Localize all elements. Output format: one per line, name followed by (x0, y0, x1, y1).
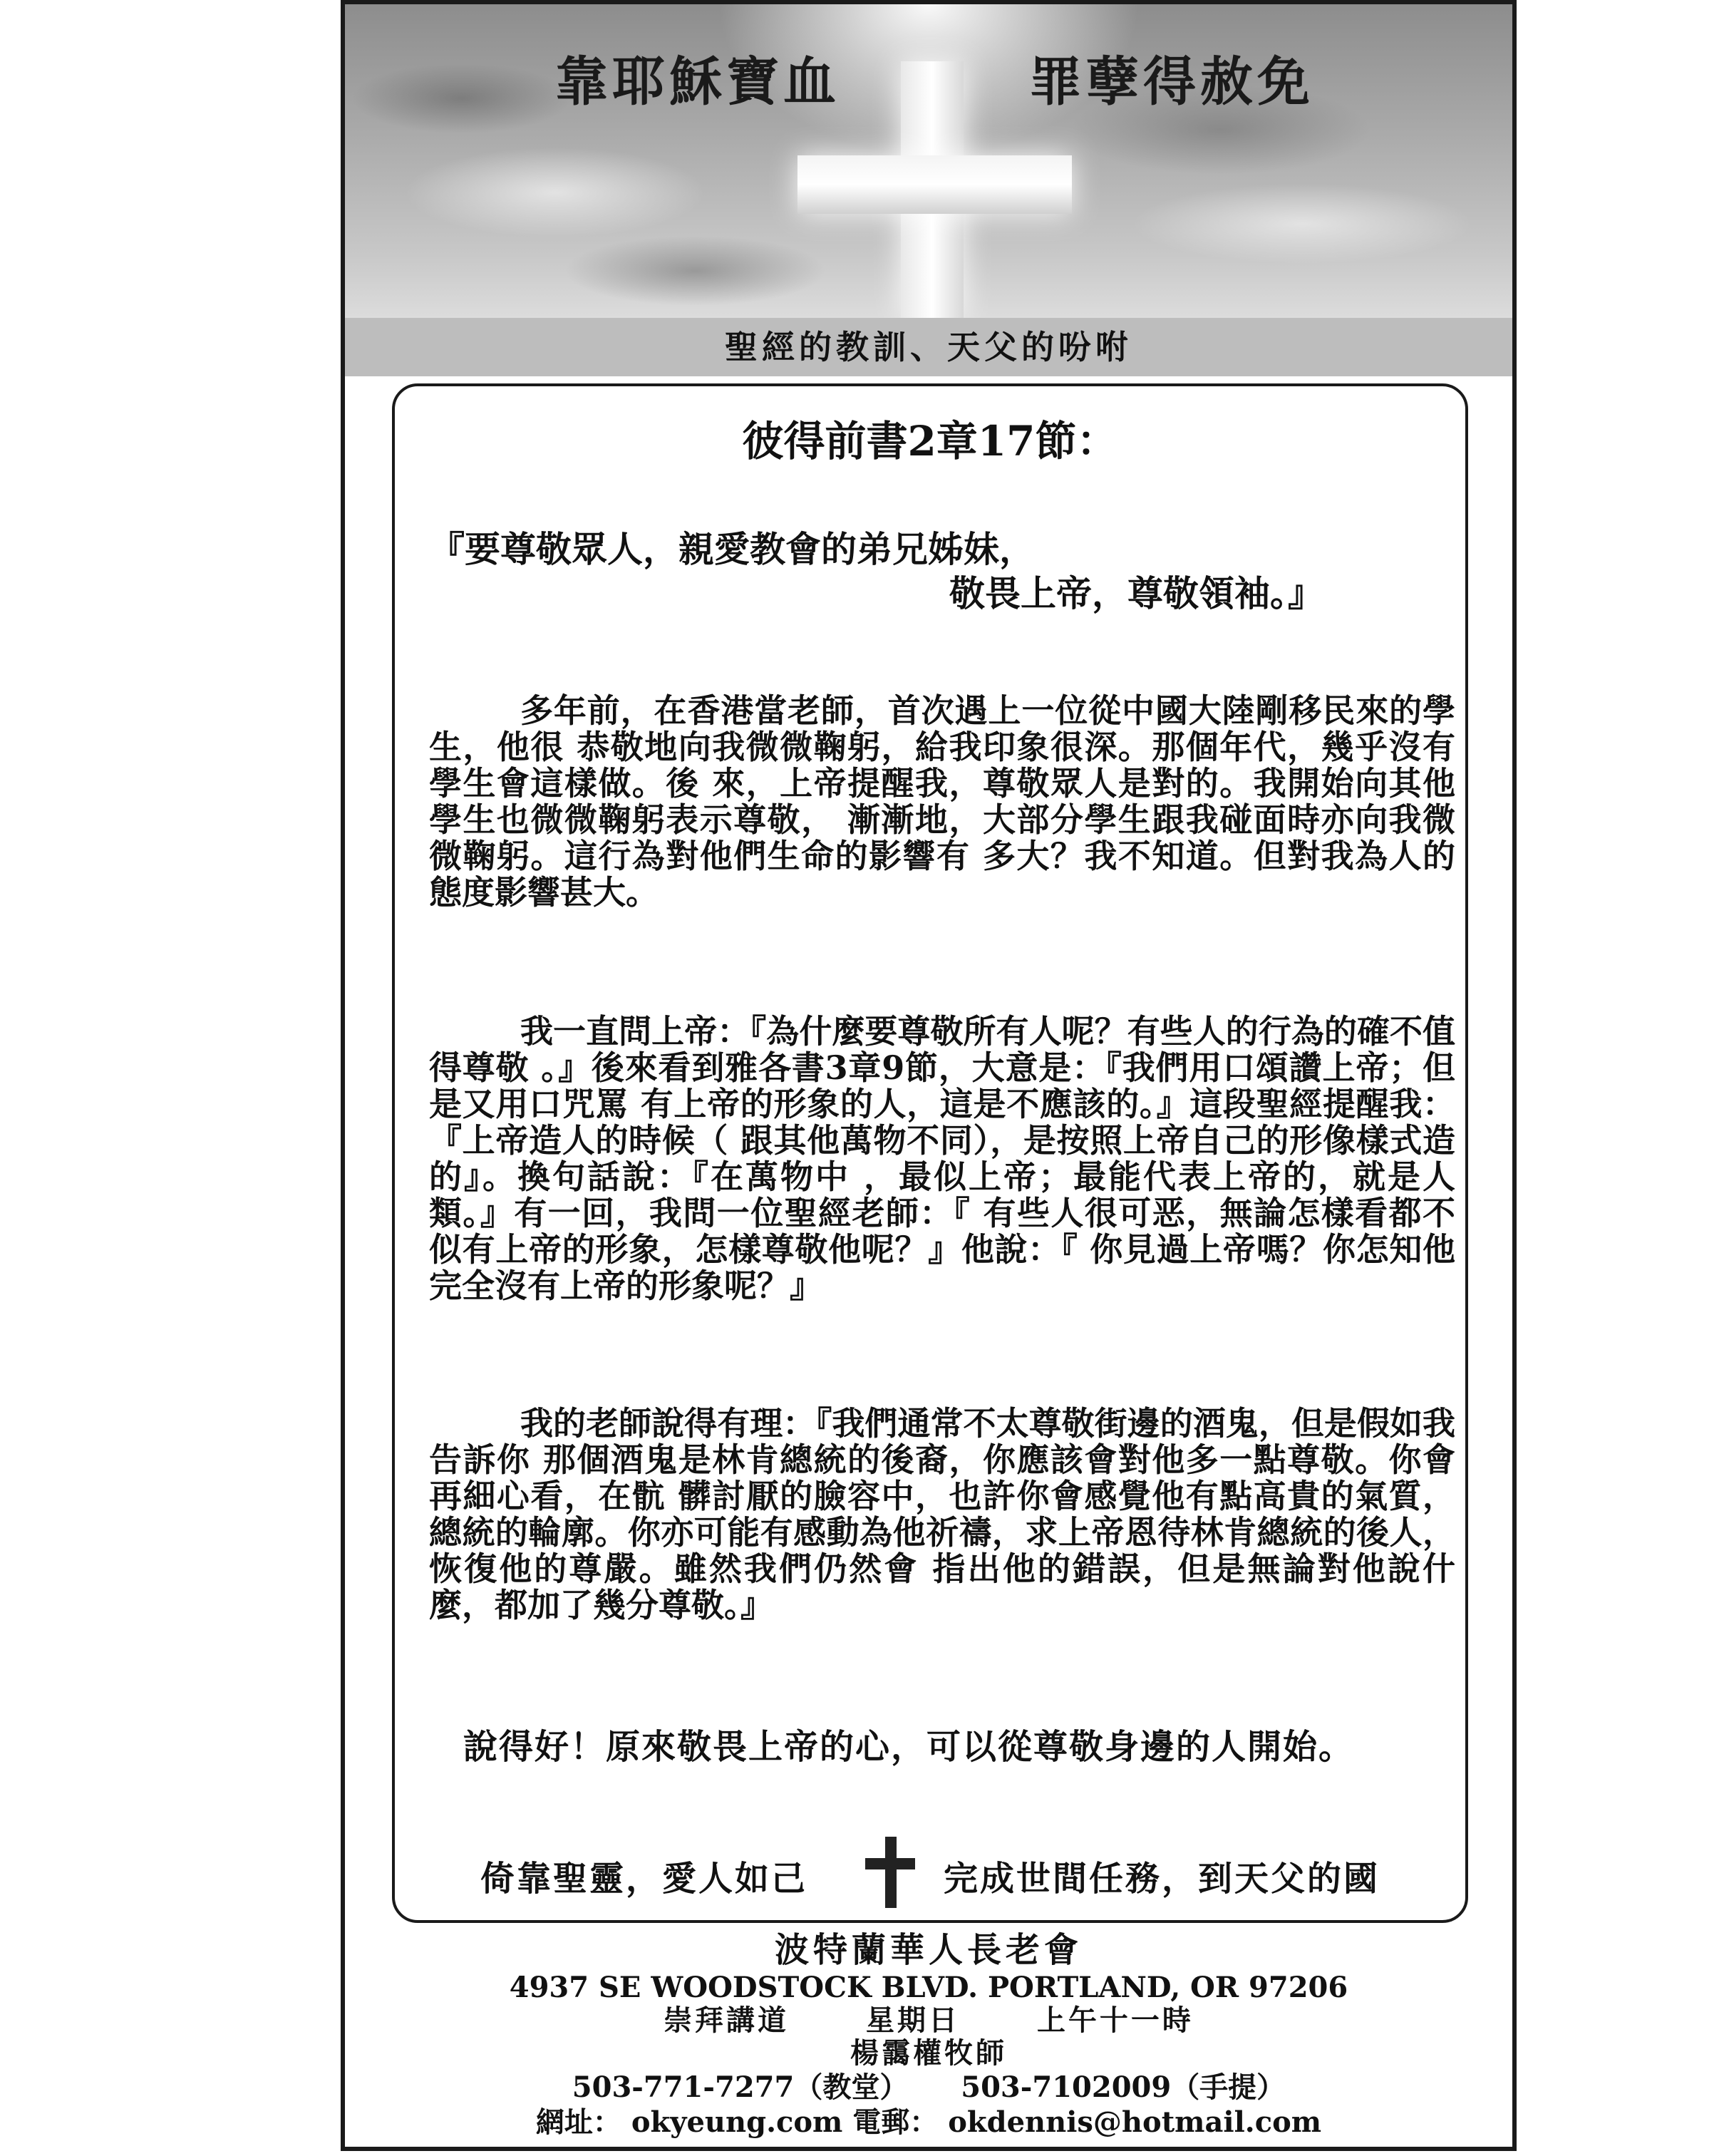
banner-title-left: 靠耶穌寶血 (555, 51, 840, 113)
service-info (345, 2004, 1512, 2037)
motto-right: 完成世間任務，到天父的國 (944, 1859, 1380, 1899)
scripture-reference: 彼得前書2章17節： (742, 417, 1118, 465)
contact-info (345, 2105, 1512, 2140)
paragraph-1 (429, 693, 1455, 911)
church-address: 4937 SE WOODSTOCK BLVD. PORTLAND, OR 97206 (509, 1971, 1348, 2004)
service-time: 上午十一時 (1036, 2003, 1194, 2037)
verse-line-1: 『要尊敬眾人，親愛教會的弟兄姊妹， (429, 528, 1035, 570)
service-day: 星期日 (866, 2003, 960, 2037)
church-name: 波特蘭華人長老會 (774, 1930, 1083, 1970)
paragraph-1-text: 多年前，在香港當老師，首次遇上一位從中國大陸剛移民來的學生，他很 恭敬地向我微微鞠躬，給我印象很深。那個年代，幾乎沒有學生會這樣做。後 來，上帝提醒我，尊敬眾人是對的。我開始向其他學生也微微鞠躬表示尊敬， 漸漸地，大部分學生跟我碰面時亦向我微微鞠躬。這行為對他們生命的影響有 多大？我不知道。但對我為人的態度影響甚大。 (429, 691, 1455, 912)
banner-subtitle: 聖經的教訓、天父的吩咐 (345, 318, 1512, 376)
content-box (392, 383, 1468, 1923)
paragraph-2-text: 我一直問上帝：『為什麼要尊敬所有人呢？有些人的行為的確不值得尊敬 。』後來看到雅各書3章9節，大意是：『我們用口頌讚上帝；但是又用口咒罵 有上帝的形象的人，這是不應該的。』這段聖經提醒我：『上帝造人的時候（ 跟其他萬物不同），是按照上帝自己的形像樣式造的』。換句話說：『在萬物中 ，最似上帝；最能代表上帝的，就是人類。』有一回，我問一位聖經老師：『 有些人很可恶，無論怎樣看都不似有上帝的形象，怎樣尊敬他呢？』他說：『 你見過上帝嗎？你怎知他完全沒有上帝的形象呢？』 (429, 1012, 1455, 1305)
banner-title-right: 罪孽得赦免 (1029, 51, 1314, 113)
verse-line-2: 敬畏上帝，尊敬領袖。』 (949, 572, 1323, 614)
phone-church: 503-771-7277（教堂） (572, 2070, 909, 2104)
flyer-frame (341, 0, 1517, 2151)
scripture-verse (429, 527, 1413, 616)
email-label: 電郵： (852, 2105, 939, 2139)
paragraph-2 (429, 1013, 1455, 1304)
web-label: 網址： (535, 2105, 621, 2139)
website-link[interactable]: okyeung.com (631, 2105, 843, 2139)
conclusion-text: 說得好！原來敬畏上帝的心，可以從尊敬身邊的人開始。 (463, 1727, 1355, 1767)
cross-icon (865, 1837, 915, 1908)
paragraph-3-text: 我的老師說得有理：『我們通常不太尊敬街邊的酒鬼，但是假如我告訴你 那個酒鬼是林肯總統的後裔，你應該會對他多一點尊敬。你會再細心看，在骯 髒討厭的臉容中，也許你會感覺他有點高貴的氣質，總統的輪廓。你亦可能有感動為他祈禱，求上帝恩待林肯總統的後人，恢復他的尊嚴。雖然我們仍然會 指出他的錯誤，但是無論對他說什麼，都加了幾分尊敬。』 (429, 1404, 1455, 1624)
motto (395, 1837, 1465, 1908)
paragraph-3 (429, 1405, 1455, 1624)
email-link[interactable]: okdennis@hotmail.com (948, 2105, 1322, 2139)
motto-left: 倚靠聖靈，愛人如己 (480, 1859, 808, 1899)
service-label: 崇拜講道 (664, 2003, 790, 2037)
pastor-name: 楊靄權牧師 (850, 2036, 1007, 2070)
banner-image (345, 4, 1512, 318)
church-footer (345, 1929, 1512, 2140)
phone-mobile: 503-7102009（手提） (961, 2070, 1286, 2104)
cross-icon-horizontal (797, 155, 1072, 214)
phone-info (345, 2070, 1512, 2105)
